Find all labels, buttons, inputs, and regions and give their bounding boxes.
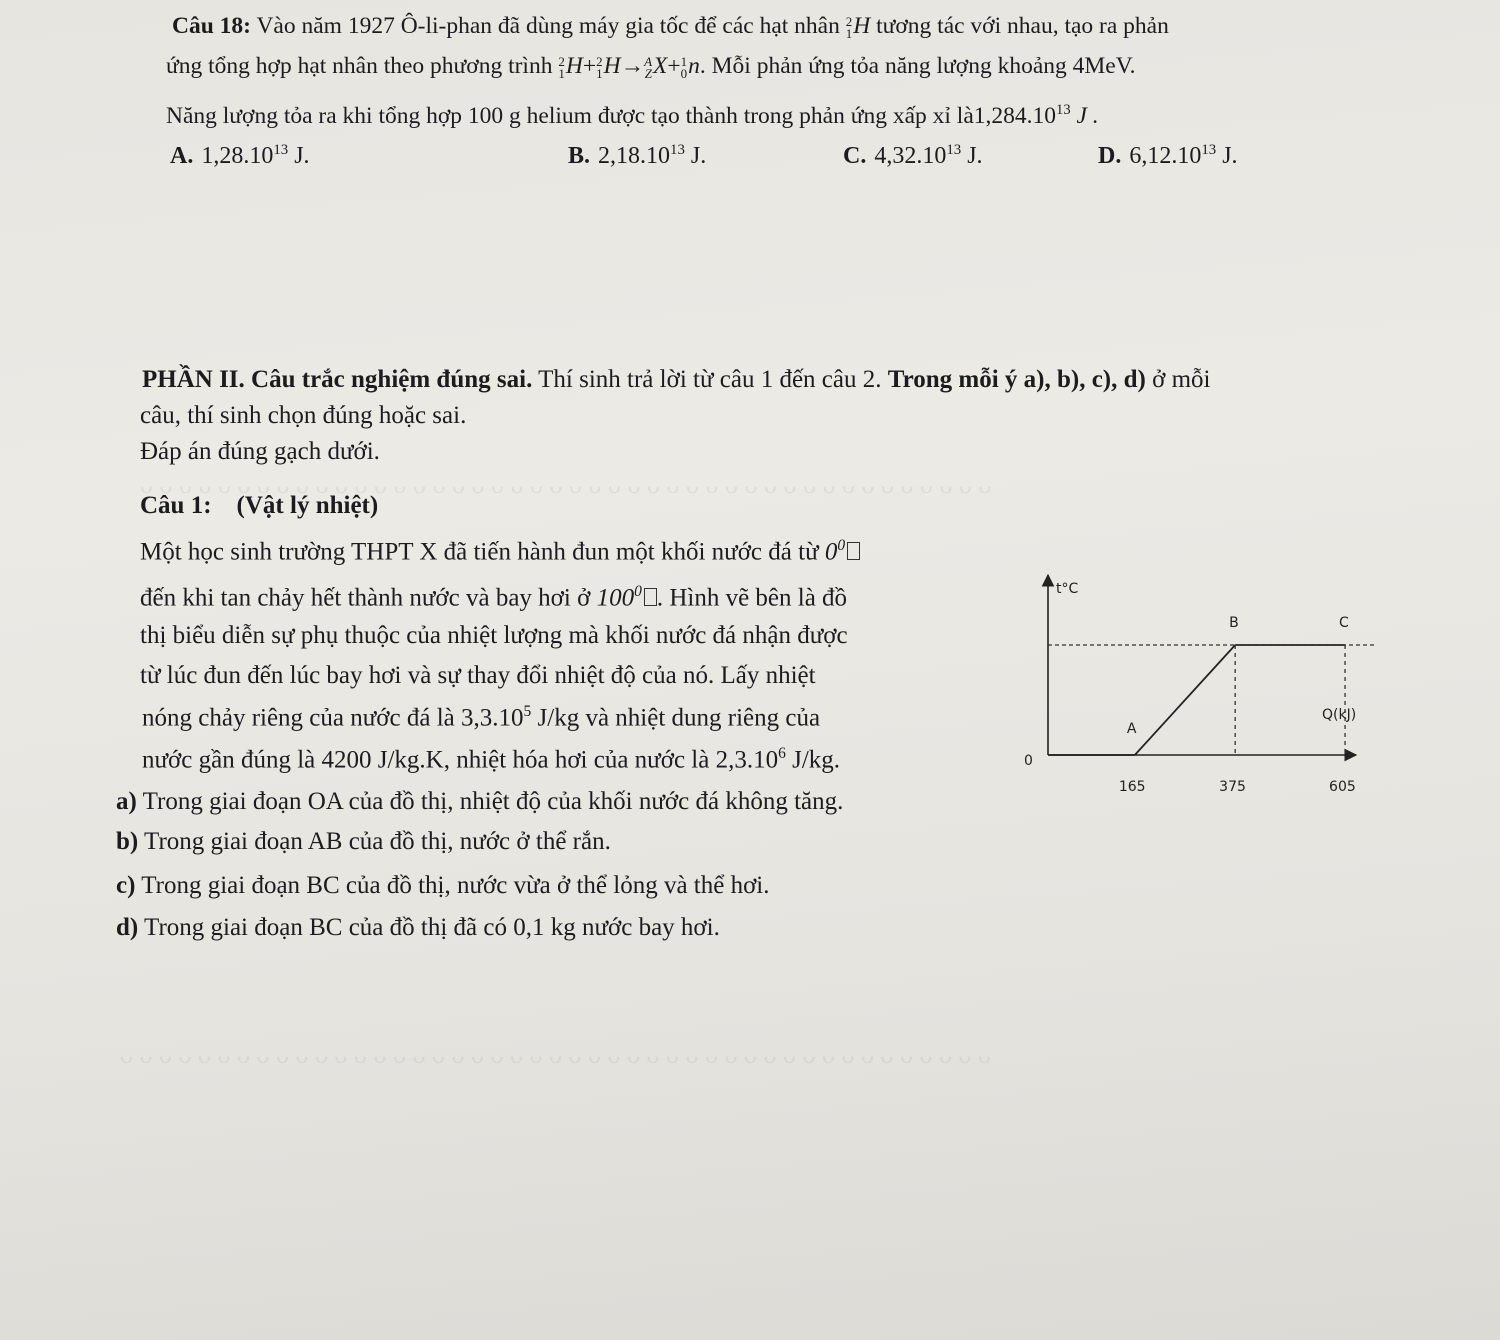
q1-line-1: Một học sinh trường THPT X đã tiến hành đun một khối nước đá từ $0^0$	[140, 537, 860, 566]
graph-segment	[1135, 645, 1235, 755]
nuclide-symbol: H	[853, 13, 871, 39]
nuclide-numbers: 2 1	[845, 13, 853, 41]
nuclide-numbers: A Z	[644, 53, 653, 81]
missing-glyph-box	[644, 588, 657, 606]
option-c[interactable]: C. 4,32.10$^{13}$ J.	[843, 142, 983, 169]
nuclide-numbers: 1 0	[680, 53, 688, 81]
arrow-symbol: →	[620, 53, 645, 79]
x-tick-label: 375	[1219, 779, 1246, 795]
q1-line-4: từ lúc đun đến lúc bay hơi và sự thay đổi nhiệt độ của nó. Lấy nhiệt	[140, 662, 816, 689]
statement-b[interactable]: b) Trong giai đoạn AB của đồ thị, nước ở thể rắn.	[116, 828, 611, 855]
nuclide-symbol: H	[565, 53, 583, 79]
q18-text: ứng tổng hợp hạt nhân theo phương trình	[166, 53, 553, 79]
y-axis-label: t°C	[1056, 581, 1079, 597]
origin-label: 0	[1024, 753, 1033, 769]
plus-sign: +	[582, 53, 597, 79]
x-tick-label: 165	[1118, 779, 1146, 795]
part2-heading: PHẦN II. Câu trắc nghiệm đúng sai. Thí sinh trả lời từ câu 1 đến câu 2. Trong mỗi ý a), b), c), d) ở mỗi	[142, 366, 1211, 393]
point-label-b: B	[1229, 615, 1239, 631]
part2-instruction: câu, thí sinh chọn đúng hoặc sai.	[140, 402, 467, 429]
heating-graph	[1010, 565, 1390, 810]
q1-heading: Câu 1: (Vật lý nhiệt)	[140, 492, 379, 519]
nuclide-symbol: H	[603, 53, 621, 79]
q1-line-2: đến khi tan chảy hết thành nước và bay hơi ở $100^0$ . Hình vẽ bên là đồ	[140, 583, 848, 612]
q18-title: Câu 18:	[172, 13, 251, 39]
point-label-c: C	[1339, 615, 1349, 631]
point-label-a: A	[1126, 721, 1137, 737]
q1-line-6: nước gần đúng là 4200 J/kg.K, nhiệt hóa hơi của nước là 2,3.10$^6$ J/kg.	[142, 745, 841, 774]
q1-line-5: nóng chảy riêng của nước đá là 3,3.10$^5$ J/kg và nhiệt dung riêng của	[142, 703, 821, 732]
statement-c[interactable]: c) Trong giai đoạn BC của đồ thị, nước vừa ở thể lỏng và thể hơi.	[116, 872, 770, 899]
q18-text: Năng lượng tỏa ra khi tổng hợp 100 g helium được tạo thành trong phản ứng xấp xỉ là	[166, 103, 974, 129]
nuclide-numbers: 2 1	[596, 53, 603, 81]
part2-note: Đáp án đúng gạch dưới.	[140, 438, 380, 465]
q1-line-3: thị biểu diễn sự phụ thuộc của nhiệt lượng mà khối nước đá nhận được	[140, 622, 848, 649]
bleed-through-text: ᴗ ᴗ ᴗ ᴗ ᴗ ᴗ ᴗ ᴗ ᴗ ᴗ ᴗ ᴗ ᴗ ᴗ ᴗ ᴗ ᴗ ᴗ ᴗ ᴗ ᴗ ᴗ ᴗ ᴗ ᴗ ᴗ ᴗ ᴗ ᴗ ᴗ ᴗ ᴗ ᴗ ᴗ ᴗ ᴗ ᴗ ᴗ ᴗ ᴗ ᴗ ᴗ ᴗ ᴗ ᴗ	[120, 1040, 991, 1069]
q18-unit: J .	[1076, 103, 1099, 129]
q18-text: tương tác với nhau, tạo ra phản	[876, 13, 1169, 39]
q18-line-1	[172, 12, 1169, 40]
bleed-through-text: ᴗ ᴗ ᴗ ᴗ ᴗ ᴗ ᴗ ᴗ ᴗ ᴗ ᴗ ᴗ ᴗ ᴗ ᴗ ᴗ ᴗ ᴗ ᴗ ᴗ ᴗ ᴗ ᴗ ᴗ ᴗ ᴗ ᴗ ᴗ ᴗ ᴗ ᴗ ᴗ ᴗ ᴗ ᴗ ᴗ ᴗ ᴗ ᴗ ᴗ ᴗ ᴗ ᴗ ᴗ	[140, 470, 992, 499]
q18-value: 1,284.10	[973, 103, 1057, 129]
plus-sign: +	[667, 53, 681, 79]
option-d[interactable]: D. 6,12.10$^{13}$ J.	[1098, 142, 1238, 169]
x-tick-label: 605	[1329, 779, 1356, 795]
option-a[interactable]: A. 1,28.10$^{13}$ J.	[170, 142, 310, 169]
nuclide-symbol: X	[653, 53, 668, 79]
q18-line-3: Năng lượng tỏa ra khi tổng hợp 100 g helium được tạo thành trong phản ứng xấp xỉ là1,284.10$^{13}$ J .	[166, 102, 1099, 129]
x-axis-label: Q(kJ)	[1322, 707, 1357, 723]
nuclide-numbers: 2 1	[558, 53, 565, 81]
statement-d[interactable]: d) Trong giai đoạn BC của đồ thị đã có 0,1 kg nước bay hơi.	[116, 914, 720, 941]
q18-text: . Mỗi phản ứng tỏa năng lượng khoảng 4MeV.	[699, 53, 1136, 79]
statement-a[interactable]: a) Trong giai đoạn OA của đồ thị, nhiệt độ của khối nước đá không tăng.	[116, 788, 844, 815]
q18-text: Vào năm 1927 Ô-li-phan đã dùng máy gia tốc để các hạt nhân	[256, 13, 840, 39]
q18-line-2	[166, 52, 1136, 80]
nuclide-symbol: n	[688, 53, 700, 79]
missing-glyph-box	[847, 542, 860, 560]
option-b[interactable]: B. 2,18.10$^{13}$ J.	[568, 142, 707, 169]
